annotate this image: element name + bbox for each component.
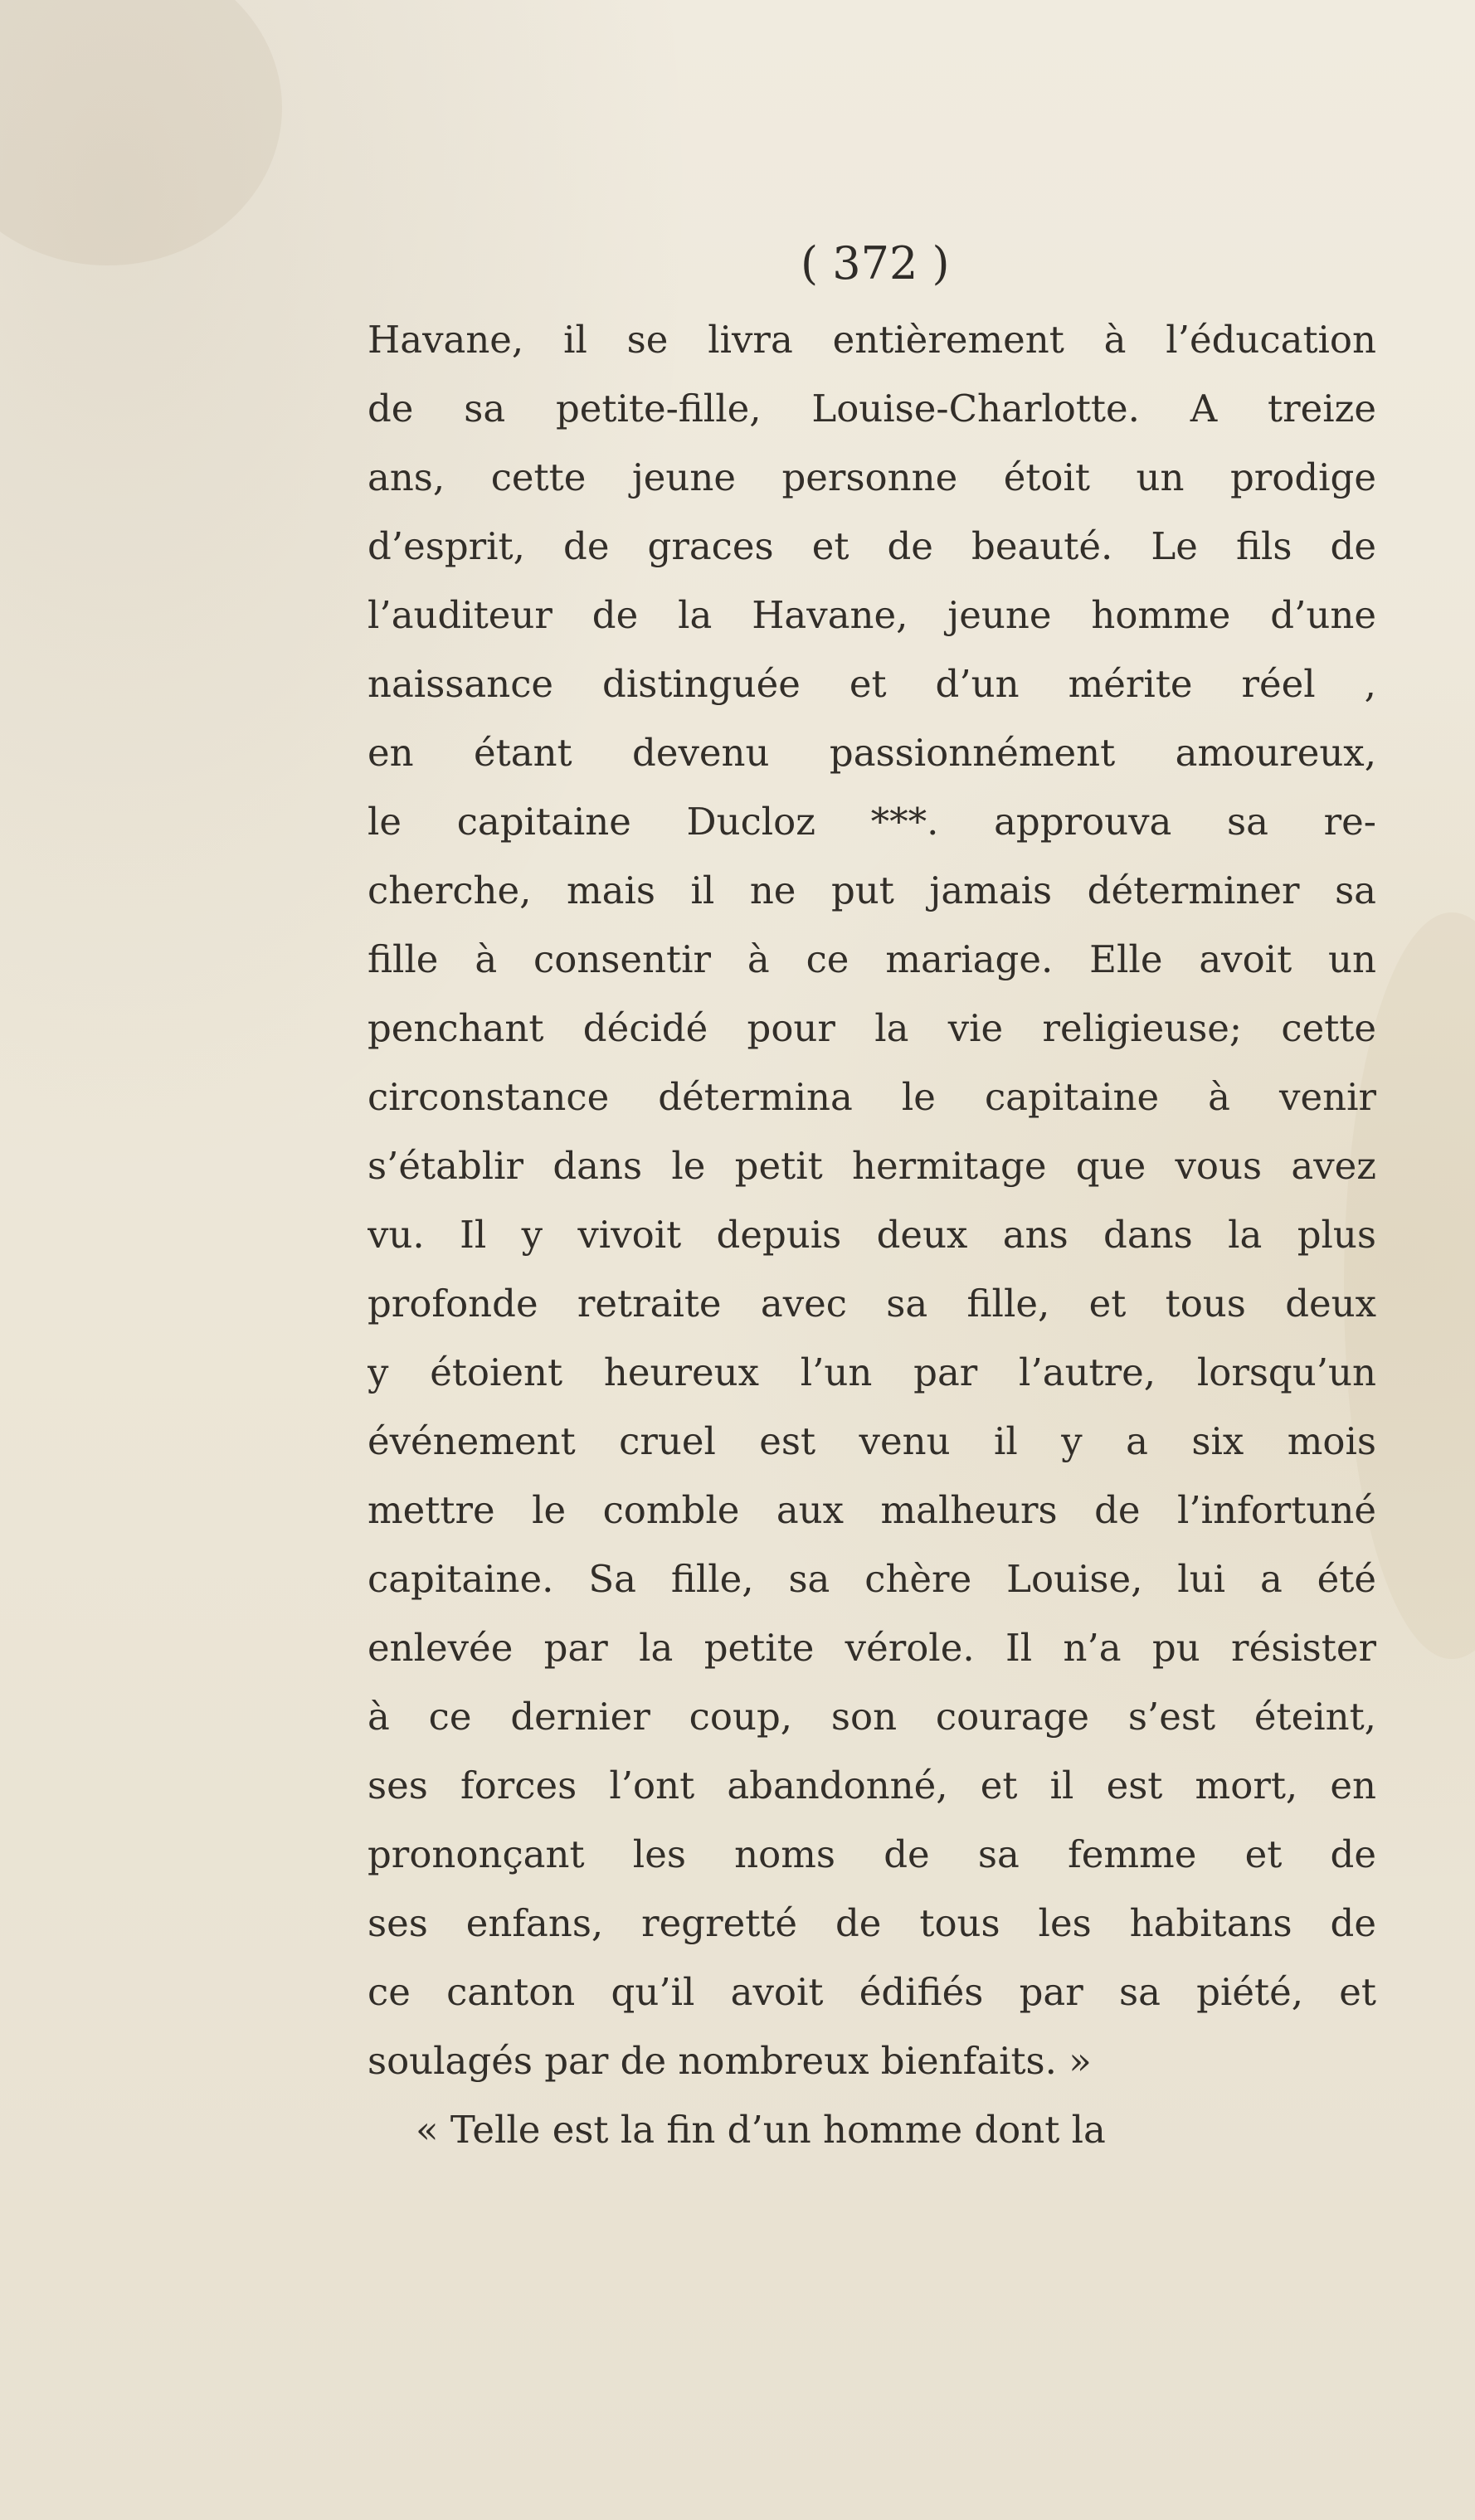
text-line: circonstance détermina le capitaine à venir <box>368 1075 1376 1119</box>
text-line: cherche, mais il ne put jamais déterminer sa <box>368 868 1376 912</box>
text-line: profonde retraite avec sa fille, et tous deux <box>368 1282 1376 1326</box>
page-number: ( 372 ) <box>801 237 950 289</box>
text-line: naissance distinguée et d’un mérite réel , <box>368 662 1376 706</box>
body-text <box>368 305 1376 2164</box>
text-line: vu. Il y vivoit depuis deux ans dans la plus <box>368 1213 1376 1257</box>
text-line: ses forces l’ont abandonné, et il est mort, en <box>368 1764 1376 1807</box>
text-line: capitaine. Sa fille, sa chère Louise, lui a été <box>368 1557 1376 1601</box>
text-line: fille à consentir à ce mariage. Elle avoit un <box>368 937 1376 981</box>
text-line: soulagés par de nombreux bienfaits. » <box>368 2039 1092 2083</box>
text-line: le capitaine Ducloz ***. approuva sa re- <box>368 800 1376 844</box>
text-line: prononçant les noms de sa femme et de <box>368 1832 1376 1876</box>
text-line: ans, cette jeune personne étoit un prodige <box>368 455 1376 499</box>
paper-stain <box>0 0 282 265</box>
text-line: événement cruel est venu il y a six mois <box>368 1419 1376 1463</box>
text-line: mettre le comble aux malheurs de l’infortuné <box>368 1488 1376 1532</box>
text-line: « Telle est la fin d’un homme dont la <box>416 2108 1106 2152</box>
text-line: ce canton qu’il avoit édifiés par sa piété, et <box>368 1970 1376 2014</box>
text-line: à ce dernier coup, son courage s’est éteint, <box>368 1695 1376 1739</box>
text-line: d’esprit, de graces et de beauté. Le fils de <box>368 524 1376 568</box>
text-line: ses enfans, regretté de tous les habitans de <box>368 1901 1376 1945</box>
text-line: penchant décidé pour la vie religieuse; cette <box>368 1006 1376 1050</box>
text-line: en étant devenu passionnément amoureux, <box>368 731 1376 775</box>
text-line: s’établir dans le petit hermitage que vous avez <box>368 1144 1376 1188</box>
text-line: y étoient heureux l’un par l’autre, lorsqu’un <box>368 1350 1376 1394</box>
text-line: Havane, il se livra entièrement à l’éducation <box>368 318 1376 362</box>
text-line: de sa petite-fille, Louise-Charlotte. A treize <box>368 387 1376 431</box>
text-line: l’auditeur de la Havane, jeune homme d’une <box>368 593 1376 637</box>
text-line: enlevée par la petite vérole. Il n’a pu résister <box>368 1626 1376 1670</box>
